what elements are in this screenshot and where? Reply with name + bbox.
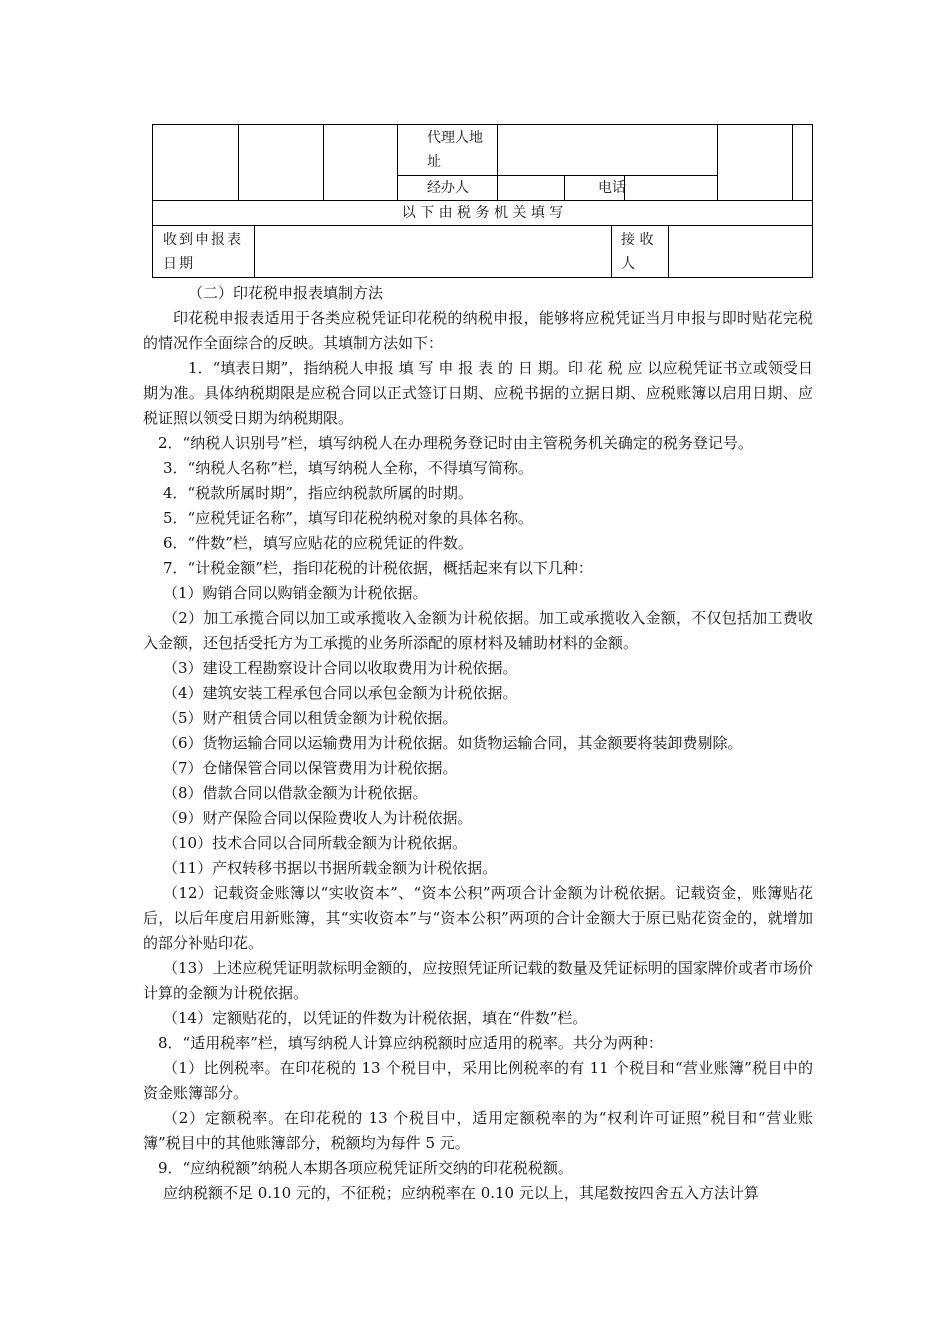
tax-office-banner: 以 下 由 税 务 机 关 填 写 [401,205,564,221]
paragraph: （8）借款合同以借款金额为计税依据。 [163,784,428,802]
paragraph: 8．“适用税率”栏，填写纳税人计算应纳税额时应适用的税率。共分为两种： [158,1034,663,1052]
paragraph: 3．“纳税人名称”栏，填写纳税人全称，不得填写简称。 [163,459,533,477]
agent-address-label: 代理人地址 [427,130,483,170]
section-heading: （二）印花税申报表填制方法 [188,284,384,302]
paragraph: 印花税申报表适用于各类应税凭证印花税的纳税申报，能够将应税凭证当月申报与即时贴花完税的情况作全面综合的反映。其填制方法如下： [143,309,813,352]
paragraph: （1）比例税率。在印花税的 13 个税目中，采用比例税率的有 11 个税目和“营业账簿”税目中的资金账簿部分。 [143,1059,813,1102]
paragraph: （9）财产保险合同以保险费收人为计税依据。 [163,809,473,827]
paragraph: （12）记载资金账簿以“实收资本”、“资本公积”两项合计金额为计税依据。记载资金，账簿贴花后，以后年度启用新账簿，其“实收资本”与“资本公积”两项的合计金额大于原已贴花资金的，就增加的部分补贴印花。 [143,884,813,952]
paragraph: 4．“税款所属时期”，指应纳税款所属的时期。 [163,484,473,502]
paragraph: （10）技术合同以合同所载金额为计税依据。 [163,834,468,852]
filling-instructions [143,281,813,1206]
paragraph: 5．“应税凭证名称”，填写印花税纳税对象的具体名称。 [163,509,533,527]
paragraph: 应纳税额不足 0.10 元的，不征税；应纳税率在 0.10 元以上，其尾数按四舍五入方法计算 [163,1184,759,1202]
paragraph: （7）仓储保管合同以保管费用为计税依据。 [163,759,458,777]
phone-label: 电话 [598,180,626,196]
receiver-label: 接 收 人 [621,232,654,272]
paragraph: （3）建设工程勘察设计合同以收取费用为计税依据。 [163,659,518,677]
paragraph: （14）定额贴花的，以凭证的件数为计税依据，填在“件数”栏。 [163,1009,588,1027]
paragraph: 6．“件数”栏，填写应贴花的应税凭证的件数。 [163,534,473,552]
paragraph: （1）购销合同以购销金额为计税依据。 [163,584,428,602]
paragraph: 7．“计税金额”栏，指印花税的计税依据，概括起来有以下几种： [163,559,593,577]
paragraph: （2）定额税率。在印花税的 13 个税目中，适用定额税率的为“权利许可证照”税目和“营业账簿”税目中的其他账簿部分，税额均为每件 5 元。 [143,1109,813,1152]
paragraph: 9．“应纳税额”纳税人本期各项应税凭证所交纳的印花税税额。 [158,1159,573,1177]
paragraph: （13）上述应税凭证明款标明金额的，应按照凭证所记载的数量及凭证标明的国家牌价或者市场价计算的金额为计税依据。 [143,959,813,1002]
paragraph: （4）建筑安装工程承包合同以承包金额为计税依据。 [163,684,518,702]
paragraph: （11）产权转移书据以书据所载金额为计税依据。 [163,859,498,877]
paragraph: （5）财产租赁合同以租赁金额为计税依据。 [163,709,458,727]
paragraph: 1．“填表日期”，指纳税人申报 填 写 申 报 表 的 日 期。印 花 税 应 以应税凭证书立或领受日期为准。具体纳税期限是应税合同以正式签订日期、应税书据的立据日期、应税账簿以启用日期、应税证照以领受日期为纳税期限。 [143,359,813,427]
tax-form-table [152,124,813,278]
paragraph: （6）货物运输合同以运输费用为计税依据。如货物运输合同，其金额要将装卸费剔除。 [163,734,743,752]
paragraph: （2）加工承揽合同以加工或承揽收入金额为计税依据。加工或承揽收入金额，不仅包括加工费收入金额，还包括受托方为工承揽的业务所添配的原材料及辅助材料的金额。 [143,609,813,652]
receive-date-label: 收到申报表日期 [163,232,243,272]
paragraph: 2．“纳税人识别号”栏，填写纳税人在办理税务登记时由主管税务机关确定的税务登记号。 [158,434,753,452]
handler-label: 经办人 [427,180,469,196]
